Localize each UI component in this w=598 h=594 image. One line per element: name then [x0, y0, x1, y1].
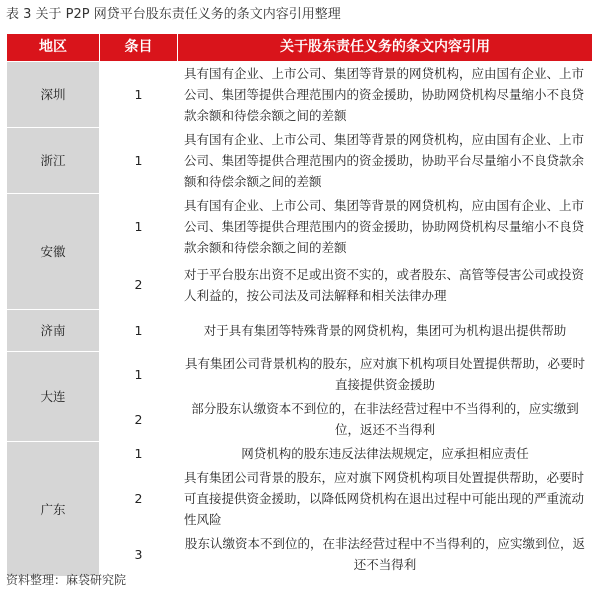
header-content: 关于股东责任义务的条文内容引用	[178, 34, 593, 62]
table-header-row	[7, 34, 593, 62]
provision-text: 对于平台股东出资不足或出资不实的，或者股东、高管等侵害公司或投资人利益的，按公司法及司法解释和相关法律办理	[178, 260, 593, 310]
table-row	[7, 310, 593, 352]
provision-text: 具有国有企业、上市公司、集团等背景的网贷机构，应由国有企业、上市公司、集团等提供合理范围内的资金援助，协助平台尽量缩小不良贷款余额和待偿余额之间的差额	[178, 128, 593, 194]
table-row	[7, 194, 593, 260]
provision-text: 股东认缴资本不到位的，在非法经营过程中不当得利的，应实缴到位，返还不当得利	[178, 532, 593, 577]
item-number: 1	[100, 194, 178, 260]
provision-text: 网贷机构的股东违反法律法规规定，应承担相应责任	[178, 442, 593, 466]
table-row	[7, 442, 593, 466]
source-note: 资料整理：麻袋研究院	[6, 573, 127, 587]
region-cell: 大连	[7, 352, 100, 442]
table-caption: 表 3 关于 P2P 网贷平台股东责任义务的条文内容引用整理	[6, 7, 341, 22]
provision-text: 具有国有企业、上市公司、集团等背景的网贷机构，应由国有企业、上市公司、集团等提供合理范围内的资金援助，协助网贷机构尽量缩小不良贷款余额和待偿余额之间的差额	[178, 194, 593, 260]
header-item: 条目	[100, 34, 178, 62]
region-cell: 安徽	[7, 194, 100, 310]
region-cell: 济南	[7, 310, 100, 352]
provisions-table	[6, 33, 593, 577]
provision-text: 具有集团公司背景机构的股东，应对旗下机构项目处置提供帮助，必要时直接提供资金援助	[178, 352, 593, 397]
item-number: 1	[100, 352, 178, 397]
item-number: 2	[100, 466, 178, 532]
region-cell: 广东	[7, 442, 100, 577]
table-row	[7, 62, 593, 128]
item-number: 2	[100, 260, 178, 310]
item-number: 1	[100, 62, 178, 128]
region-cell: 深圳	[7, 62, 100, 128]
item-number: 2	[100, 397, 178, 442]
table-row	[7, 352, 593, 397]
region-cell: 浙江	[7, 128, 100, 194]
provision-text: 具有集团公司背景的股东，应对旗下网贷机构项目处置提供帮助，必要时可直接提供资金援助，以降低网贷机构在退出过程中可能出现的严重流动性风险	[178, 466, 593, 532]
table-row	[7, 128, 593, 194]
item-number: 1	[100, 310, 178, 352]
provision-text: 部分股东认缴资本不到位的，在非法经营过程中不当得利的，应实缴到位，返还不当得利	[178, 397, 593, 442]
item-number: 3	[100, 532, 178, 577]
item-number: 1	[100, 442, 178, 466]
provision-text: 对于具有集团等特殊背景的网贷机构，集团可为机构退出提供帮助	[178, 310, 593, 352]
item-number: 1	[100, 128, 178, 194]
provision-text: 具有国有企业、上市公司、集团等背景的网贷机构，应由国有企业、上市公司、集团等提供合理范围内的资金援助，协助网贷机构尽量缩小不良贷款余额和待偿余额之间的差额	[178, 62, 593, 128]
header-region: 地区	[7, 34, 100, 62]
